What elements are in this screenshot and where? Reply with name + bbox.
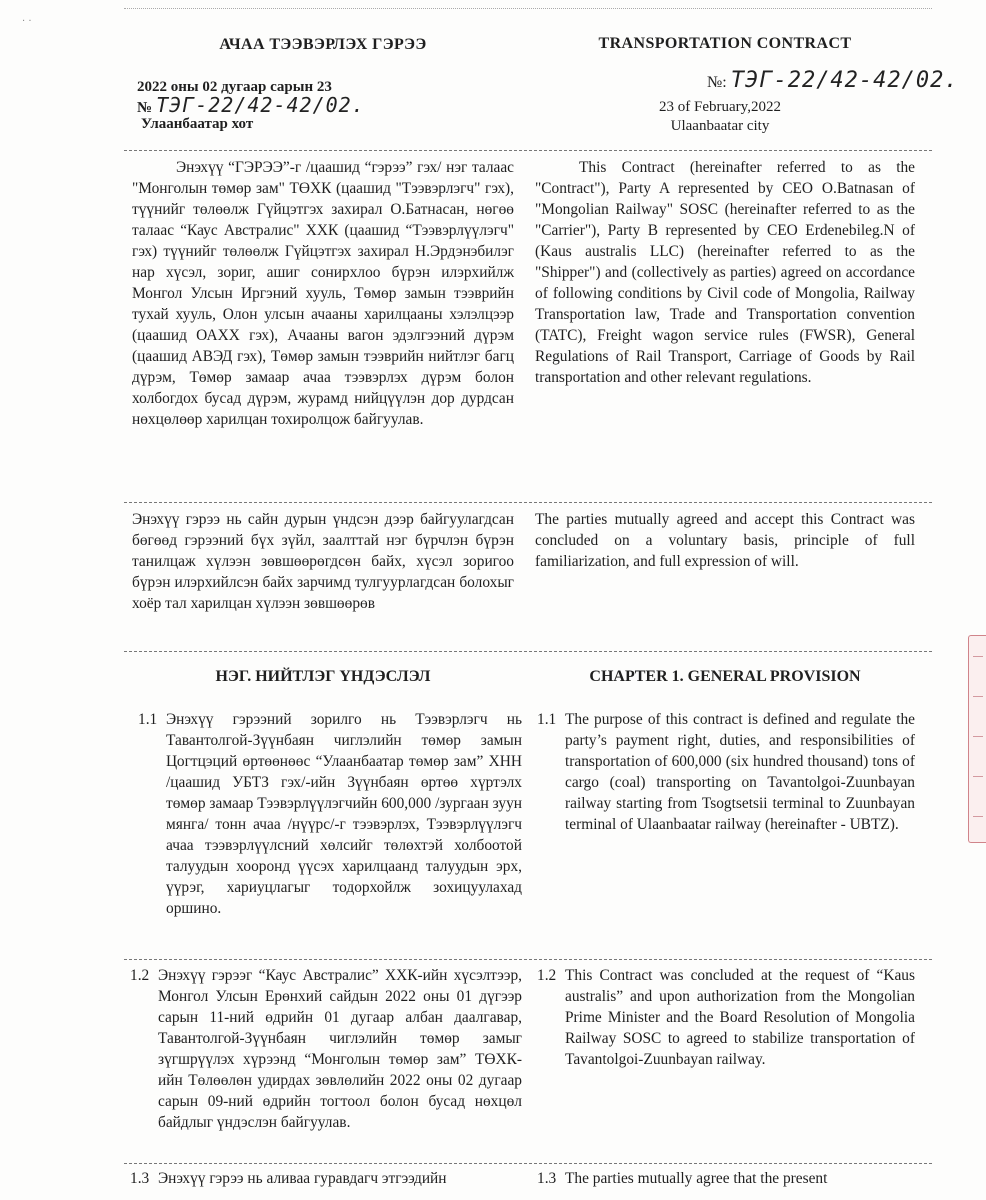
clause-number: 1.3 (130, 1170, 150, 1187)
clause-text: Энэхүү гэрээ нь аливаа гуравдагч этгээдийн (158, 1170, 447, 1187)
en-contract-title: TRANSPORTATION CONTRACT (598, 35, 852, 52)
divider-2 (124, 502, 932, 503)
en-clause-1-1 (537, 709, 915, 835)
mn-number-prefix: № (137, 100, 153, 116)
clause-text: Энэхүү гэрээг “Каус Австралис” ХХК-ийн хүсэлтээр, Монгол Улсын Ерөнхий сайдын 2022 оны 01 дүгээр сарын 11-ний өдрийн 01 дугаар албан даалгавар, Тавантолгой-Зүүнбаян чиглэлийн төмөр замыг зүгшрүүлэх хүрээнд “Монголын төмөр зам” ТӨХК-ийн Төлөөлөн удирдах зөвлөлийн 2022 оны 02 дугаар сарын 09-ний өдрийн тогтоол болон бусад нөхцөл байдлыг үндэслэн байгуулав. (158, 967, 522, 1131)
clause-number: 1.2 (130, 967, 150, 984)
divider-1 (124, 150, 932, 151)
divider-3 (124, 651, 932, 652)
scan-artifact: · · (22, 16, 32, 27)
mn-city: Улаанбаатар хот (141, 116, 254, 132)
mn-header-block (137, 78, 519, 133)
divider-5 (124, 1163, 932, 1164)
clause-text: Энэхүү гэрээний зорилго нь Тээвэрлэгч нь Тавантолгой-Зүүнбаян чиглэлийн төмөр замын Цогтцэций өртөөнөөс “Улаанбаатар төмөр зам” ХНН /цаашид УБТЗ гэх/-ийн Зүүнбаян өртөө хүртэлх төмөр замаар Тээвэрлүүлэгчийн 600,000 /зургаан зуун мянга/ тонн ачаа /нүүрс/-г тээвэрлэх, Тээвэрлүүлэгч ачаа тээвэрлүүлсний хөлсийг төлөхтэй холбоотой талуудын хооронд үүсэх харилцаанд талуудын эрх, үүрэг, хариуцлагыг тодорхойлж зохицуулахад оршино. (166, 711, 522, 917)
en-clause-1-2 (537, 965, 915, 1070)
en-date-block (600, 98, 840, 136)
top-divider (124, 8, 932, 9)
clause-number: 1.3 (537, 1170, 557, 1187)
mn-date: 2022 оны 02 дугаар сарын 23 (137, 79, 332, 95)
mn-agreement: Энэхүү гэрээ нь сайн дурын үндсэн дээр байгуулагдсан бөгөөд гэрээний бүх зүйл, заалттай нэг бүрчлэн бүрэн танилцаж хүлээн зөвшөөрөгдсөн байх, хүсэл зоригоо бүрэн илэрхийлсэн байх зарчимд тулгуурлагдсан болохыг хоёр тал харилцан хүлээн зөвшөөрөв (132, 511, 514, 612)
clause-text: The parties mutually agree that the present (565, 1170, 828, 1187)
mn-preamble: Энэхүү “ГЭРЭЭ”-г /цаашид “гэрээ” гэх/ нэг талаас "Монголын төмөр зам" ТӨХК (цаашид "Тээвэрлэгч" гэх), түүнийг төлөөлж Гүйцэтгэх захирал О.Батнасан, нөгөө талаас “Каус Австралис" ХХК (цаашид “Тээвэрлүүлэгч" гэх) түүнийг төлөөлж Гүйцэтгэх захирал Н.Эрдэнэбилэг нар хүсэл, зориг, ашиг сонирхлоо бүрэн илэрхийлж Монгол Улсын Иргэний хууль, Төмөр замын тээврийн тухай хууль, Олон улсын ачааны харилцааны хэлэлцээр (цаашид ОАХХ гэх), Ачааны вагон эдэлгээний дүрэм (цаашид АВЭД гэх), Төмөр замын тээврийн нийтлэг багц дүрэм, Төмөр замаар ачаа тээвэрлэх дүрэм болон холбогдох бусад дүрэм, журамд нийцүүлэн дор дурдсан нөхцөлөөр харилцан тохиролцож байгуулав. (132, 159, 514, 428)
en-number-line (707, 70, 959, 92)
mn-chapter-title: НЭГ. НИЙТЛЭГ ҮНДЭСЛЭЛ (215, 668, 431, 685)
mn-contract-title: АЧАА ТЭЭВЭРЛЭХ ГЭРЭЭ (219, 36, 427, 53)
mn-clause-1-3 (130, 1168, 522, 1189)
divider-4 (124, 959, 932, 960)
en-number-prefix: №: (707, 74, 727, 91)
en-preamble: This Contract (hereinafter referred to as the "Contract"), Party A represented by CEO O.Batnasan of "Mongolian Railway" SOSC (hereinafter referred to as the "Carrier"), Party B represented by CEO Erdenebileg.N of (Kaus australis LLC) (hereinafter referred to as the "Shipper") and (collectively as parties) agreed on accordance of following conditions by Civil code of Mongolia, Railway Transportation law, Trade and Transportation convention (TATC), Freight wagon service rules (FWSR), General Regulations of Rail Transport, Carriage of Goods by Rail transportation and other relevant regulations. (535, 159, 915, 386)
mn-contract-number: ТЭГ-22/42-42/02. (156, 93, 365, 117)
en-contract-number: ТЭГ-22/42-42/02. (730, 68, 959, 93)
mn-clause-1-1 (138, 709, 522, 919)
clause-text: This Contract was concluded at the request of “Kaus australis” and upon authorization from the Mongolian Prime Minister and the Board Resolution of Mongolia Railway SOSC to agreed to stabilize transportation of Tavantolgoi-Zuunbayan railway. (565, 967, 915, 1068)
stamp-fragment (968, 635, 986, 843)
mn-number-line (137, 94, 519, 117)
clause-number: 1.2 (537, 967, 557, 984)
clause-number: 1.1 (138, 711, 158, 728)
en-city: Ulaanbaatar city (670, 118, 770, 134)
en-agreement: The parties mutually agreed and accept this Contract was concluded on a voluntary basis, principle of full familiarization, and full expression of will. (535, 511, 915, 570)
en-chapter-title: CHAPTER 1. GENERAL PROVISION (589, 668, 861, 685)
en-date: 23 of February,2022 (659, 99, 781, 115)
clause-number: 1.1 (537, 711, 557, 728)
mn-clause-1-2 (130, 965, 522, 1133)
en-clause-1-3 (537, 1168, 915, 1189)
clause-text: The purpose of this contract is defined and regulate the party’s payment right, duties, and responsibilities of transportation of 600,000 (six hundred thousand) tons of cargo (coal) transporting on Tavantolgoi-Zuunbayan railway starting from Tsogtsetsii terminal to Zuunbayan terminal of Ulaanbaatar railway (hereinafter - UBTZ). (565, 711, 915, 833)
